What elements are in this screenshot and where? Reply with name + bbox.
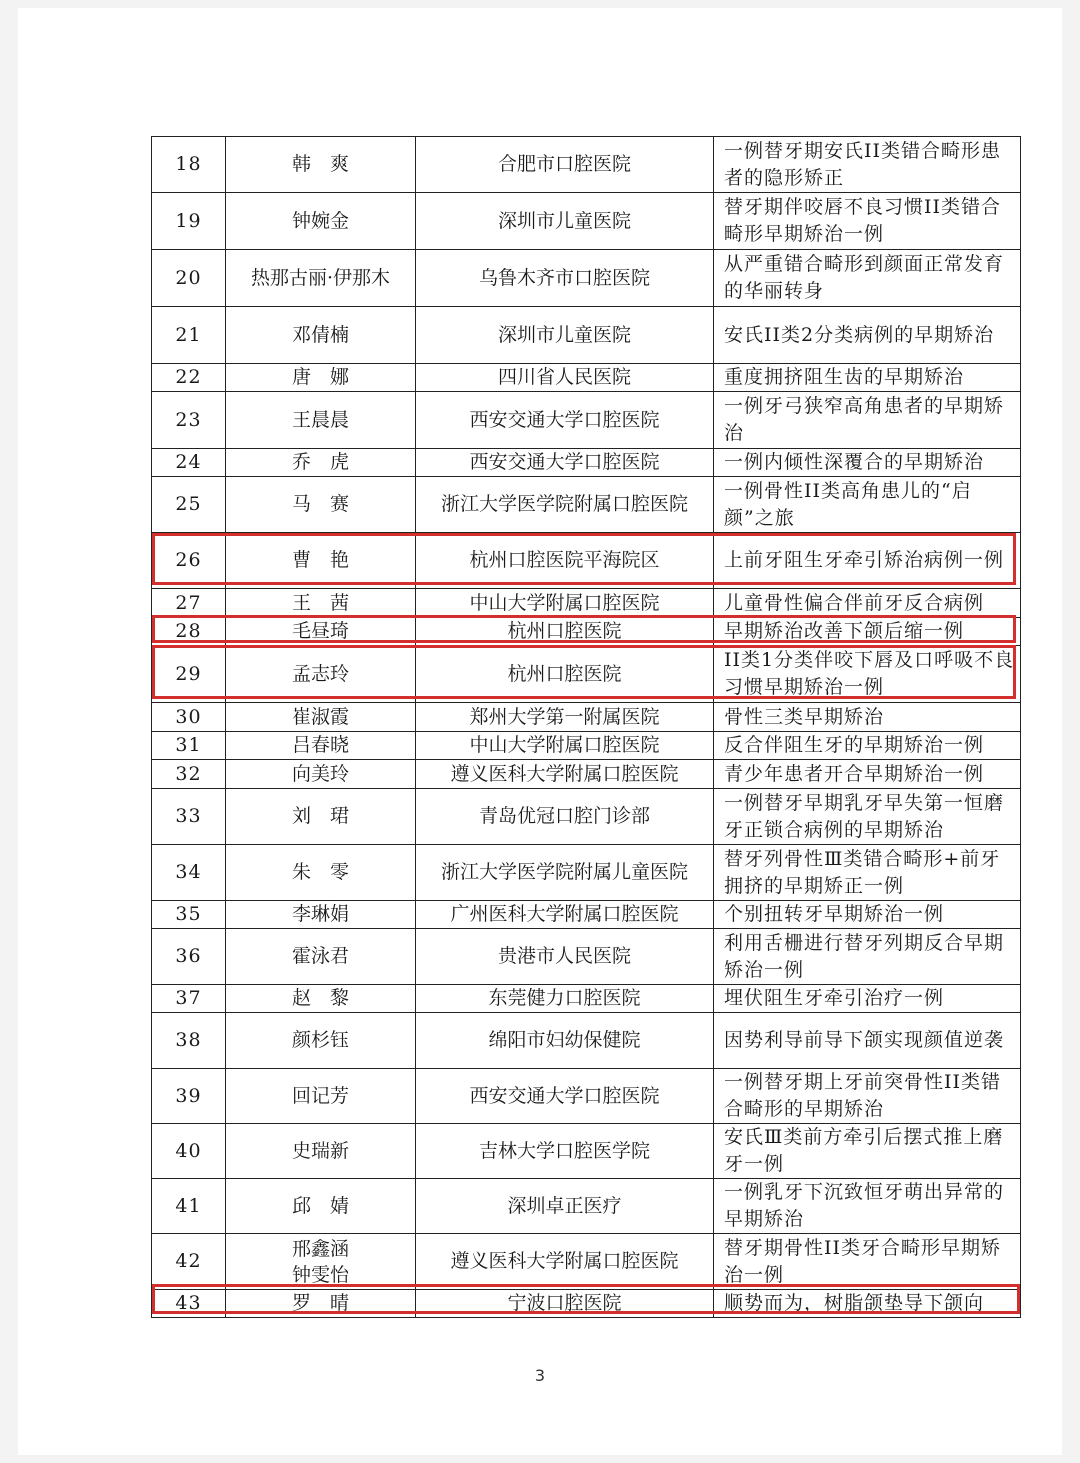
cell-name bbox=[226, 760, 416, 789]
table-row bbox=[152, 929, 1021, 985]
table-row bbox=[152, 250, 1021, 307]
cell-number: 31 bbox=[152, 732, 226, 760]
cell-name bbox=[226, 1179, 416, 1234]
cell-case-title: 一例替牙早期乳牙早失第一恒磨牙正锁合病例的早期矫治 bbox=[714, 789, 1021, 845]
cell-unit: 浙江大学医学院附属口腔医院 bbox=[416, 477, 714, 533]
cell-number: 20 bbox=[152, 250, 226, 307]
person-name: 回记芳 bbox=[291, 1084, 349, 1107]
cell-case-title: 上前牙阻生牙牵引矫治病例一例 bbox=[714, 533, 1021, 589]
cell-case-title: 青少年患者开合早期矫治一例 bbox=[714, 760, 1021, 789]
cell-case-title: 骨性三类早期矫治 bbox=[714, 703, 1021, 732]
cell-unit: 东莞健力口腔医院 bbox=[416, 985, 714, 1013]
cell-name bbox=[226, 589, 416, 618]
person-name: 邢鑫涵 bbox=[291, 1237, 349, 1260]
cell-case-title: 儿童骨性偏合伴前牙反合病例 bbox=[714, 589, 1021, 618]
cell-name bbox=[226, 1069, 416, 1124]
table-row bbox=[152, 646, 1021, 703]
cell-case-title: 埋伏阻生牙牵引治疗一例 bbox=[714, 985, 1021, 1013]
cell-case-title: 从严重错合畸形到颜面正常发育的华丽转身 bbox=[714, 250, 1021, 307]
cell-number: 30 bbox=[152, 703, 226, 732]
cell-name bbox=[226, 392, 416, 449]
person-name: 李琳娟 bbox=[291, 903, 349, 925]
person-name: 崔淑霞 bbox=[291, 705, 349, 728]
table-row bbox=[152, 1013, 1021, 1069]
cell-unit: 深圳市儿童医院 bbox=[416, 193, 714, 250]
table-row bbox=[152, 732, 1021, 760]
cell-number: 28 bbox=[152, 618, 226, 646]
cell-name bbox=[226, 845, 416, 901]
cell-name bbox=[226, 1290, 416, 1318]
person-name: 霍泳君 bbox=[291, 945, 349, 967]
table-row bbox=[152, 703, 1021, 732]
cell-number: 40 bbox=[152, 1124, 226, 1179]
cell-number: 23 bbox=[152, 392, 226, 449]
table-row bbox=[152, 533, 1021, 589]
cell-case-title: 个别扭转牙早期矫治一例 bbox=[714, 901, 1021, 929]
cell-unit: 绵阳市妇幼保健院 bbox=[416, 1013, 714, 1069]
cell-number: 29 bbox=[152, 646, 226, 703]
cell-case-title: 利用舌栅进行替牙列期反合早期矫治一例 bbox=[714, 929, 1021, 985]
cell-unit: 西安交通大学口腔医院 bbox=[416, 392, 714, 449]
cell-case-title: 因势利导前导下颌实现颜值逆袭 bbox=[714, 1013, 1021, 1069]
table-row bbox=[152, 985, 1021, 1013]
table-row bbox=[152, 589, 1021, 618]
table-row bbox=[152, 477, 1021, 533]
table-row bbox=[152, 449, 1021, 477]
table-row bbox=[152, 1069, 1021, 1124]
person-name: 毛昼琦 bbox=[291, 620, 349, 642]
cell-name bbox=[226, 250, 416, 307]
person-name: 孟志玲 bbox=[291, 662, 349, 685]
cell-number: 34 bbox=[152, 845, 226, 901]
cell-unit: 遵义医科大学附属口腔医院 bbox=[416, 760, 714, 789]
person-name: 邱 婧 bbox=[291, 1194, 349, 1217]
cell-case-title: 反合伴阻生牙的早期矫治一例 bbox=[714, 732, 1021, 760]
cell-number: 26 bbox=[152, 533, 226, 589]
cell-name bbox=[226, 703, 416, 732]
cell-number: 39 bbox=[152, 1069, 226, 1124]
cell-unit: 合肥市口腔医院 bbox=[416, 137, 714, 193]
cell-case-title: 早期矫治改善下颌后缩一例 bbox=[714, 618, 1021, 646]
table-body bbox=[152, 137, 1021, 1318]
cell-name bbox=[226, 901, 416, 929]
cell-name bbox=[226, 929, 416, 985]
person-name: 钟婉金 bbox=[291, 209, 349, 232]
cell-case-title: 一例骨性II类高角患儿的“启颜”之旅 bbox=[714, 477, 1021, 533]
cell-case-title: 替牙期骨性II类牙合畸形早期矫治一例 bbox=[714, 1234, 1021, 1290]
cell-name bbox=[226, 137, 416, 193]
person-name: 吕春晓 bbox=[291, 734, 349, 756]
cell-number: 22 bbox=[152, 364, 226, 392]
cell-case-title: 安氏Ⅲ类前方牵引后摆式推上磨牙一例 bbox=[714, 1124, 1021, 1179]
cell-name bbox=[226, 533, 416, 589]
person-name: 王晨晨 bbox=[291, 408, 349, 431]
cell-unit: 郑州大学第一附属医院 bbox=[416, 703, 714, 732]
cell-unit: 乌鲁木齐市口腔医院 bbox=[416, 250, 714, 307]
cell-case-title: 顺势而为，树脂颌垫导下颌向 bbox=[714, 1290, 1021, 1318]
cell-number: 36 bbox=[152, 929, 226, 985]
cell-unit: 深圳市儿童医院 bbox=[416, 307, 714, 364]
cell-unit: 杭州口腔医院 bbox=[416, 618, 714, 646]
cell-unit: 中山大学附属口腔医院 bbox=[416, 589, 714, 618]
cell-name bbox=[226, 307, 416, 364]
page-number: 3 bbox=[534, 1366, 546, 1385]
person-name: 唐 娜 bbox=[291, 366, 349, 388]
cell-number: 41 bbox=[152, 1179, 226, 1234]
cell-name bbox=[226, 985, 416, 1013]
cell-name bbox=[226, 477, 416, 533]
person-name: 钟雯怡 bbox=[291, 1263, 349, 1286]
cell-case-title: 替牙列骨性Ⅲ类错合畸形+前牙拥挤的早期矫正一例 bbox=[714, 845, 1021, 901]
person-name: 史瑞新 bbox=[291, 1139, 349, 1162]
cell-case-title: II类1分类伴咬下唇及口呼吸不良习惯早期矫治一例 bbox=[714, 646, 1021, 703]
cell-number: 37 bbox=[152, 985, 226, 1013]
cell-name bbox=[226, 193, 416, 250]
cell-number: 21 bbox=[152, 307, 226, 364]
person-name: 颜杉钰 bbox=[291, 1029, 349, 1051]
person-name: 曹 艳 bbox=[291, 549, 349, 571]
table-row bbox=[152, 307, 1021, 364]
table-row bbox=[152, 193, 1021, 250]
cell-name bbox=[226, 449, 416, 477]
cell-number: 38 bbox=[152, 1013, 226, 1069]
cell-name bbox=[226, 364, 416, 392]
table-row bbox=[152, 1179, 1021, 1234]
person-name: 邓倩楠 bbox=[291, 323, 349, 346]
cell-number: 43 bbox=[152, 1290, 226, 1318]
cell-name bbox=[226, 646, 416, 703]
cell-number: 24 bbox=[152, 449, 226, 477]
cell-unit: 宁波口腔医院 bbox=[416, 1290, 714, 1318]
person-name: 马 赛 bbox=[291, 493, 349, 515]
cell-name bbox=[226, 1013, 416, 1069]
cell-number: 33 bbox=[152, 789, 226, 845]
cell-name bbox=[226, 1124, 416, 1179]
cell-number: 42 bbox=[152, 1234, 226, 1290]
cell-case-title: 一例替牙期上牙前突骨性II类错合畸形的早期矫治 bbox=[714, 1069, 1021, 1124]
cell-number: 18 bbox=[152, 137, 226, 193]
cell-number: 25 bbox=[152, 477, 226, 533]
table-row bbox=[152, 392, 1021, 449]
cell-unit: 青岛优冠口腔门诊部 bbox=[416, 789, 714, 845]
cell-unit: 遵义医科大学附属口腔医院 bbox=[416, 1234, 714, 1290]
cell-case-title: 一例牙弓狭窄高角患者的早期矫治 bbox=[714, 392, 1021, 449]
cell-number: 27 bbox=[152, 589, 226, 618]
table-row bbox=[152, 845, 1021, 901]
cell-name bbox=[226, 1234, 416, 1290]
table-row bbox=[152, 901, 1021, 929]
cell-name bbox=[226, 732, 416, 760]
person-name: 赵 黎 bbox=[291, 987, 349, 1009]
cell-unit: 西安交通大学口腔医院 bbox=[416, 449, 714, 477]
cell-unit: 深圳卓正医疗 bbox=[416, 1179, 714, 1234]
cell-number: 35 bbox=[152, 901, 226, 929]
table-row bbox=[152, 760, 1021, 789]
table-row bbox=[152, 1234, 1021, 1290]
award-list-table bbox=[151, 136, 1021, 1318]
table-row bbox=[152, 1290, 1021, 1318]
person-name: 刘 珺 bbox=[291, 805, 349, 827]
cell-unit: 中山大学附属口腔医院 bbox=[416, 732, 714, 760]
table-row bbox=[152, 137, 1021, 193]
cell-case-title: 安氏II类2分类病例的早期矫治 bbox=[714, 307, 1021, 364]
cell-unit: 吉林大学口腔医学院 bbox=[416, 1124, 714, 1179]
cell-case-title: 重度拥挤阻生齿的早期矫治 bbox=[714, 364, 1021, 392]
cell-case-title: 一例乳牙下沉致恒牙萌出异常的早期矫治 bbox=[714, 1179, 1021, 1234]
person-name: 乔 虎 bbox=[291, 451, 349, 473]
cell-name bbox=[226, 618, 416, 646]
person-name: 王 茜 bbox=[291, 591, 349, 614]
cell-name bbox=[226, 789, 416, 845]
table-row bbox=[152, 1124, 1021, 1179]
table-row bbox=[152, 618, 1021, 646]
table-row bbox=[152, 364, 1021, 392]
cell-unit: 浙江大学医学院附属儿童医院 bbox=[416, 845, 714, 901]
person-name: 朱 零 bbox=[291, 861, 349, 883]
person-name: 向美玲 bbox=[291, 762, 349, 785]
cell-unit: 广州医科大学附属口腔医院 bbox=[416, 901, 714, 929]
cell-number: 19 bbox=[152, 193, 226, 250]
cell-case-title: 替牙期伴咬唇不良习惯II类错合畸形早期矫治一例 bbox=[714, 193, 1021, 250]
cell-unit: 杭州口腔医院 bbox=[416, 646, 714, 703]
cell-unit: 四川省人民医院 bbox=[416, 364, 714, 392]
table-row bbox=[152, 789, 1021, 845]
cell-number: 32 bbox=[152, 760, 226, 789]
person-name: 韩 爽 bbox=[291, 153, 349, 175]
cell-case-title: 一例内倾性深覆合的早期矫治 bbox=[714, 449, 1021, 477]
cell-unit: 杭州口腔医院平海院区 bbox=[416, 533, 714, 589]
person-name: 罗 晴 bbox=[291, 1292, 349, 1314]
cell-unit: 西安交通大学口腔医院 bbox=[416, 1069, 714, 1124]
person-name: 热那古丽·伊那木 bbox=[250, 266, 391, 289]
cell-unit: 贵港市人民医院 bbox=[416, 929, 714, 985]
cell-case-title: 一例替牙期安氏II类错合畸形患者的隐形矫正 bbox=[714, 137, 1021, 193]
